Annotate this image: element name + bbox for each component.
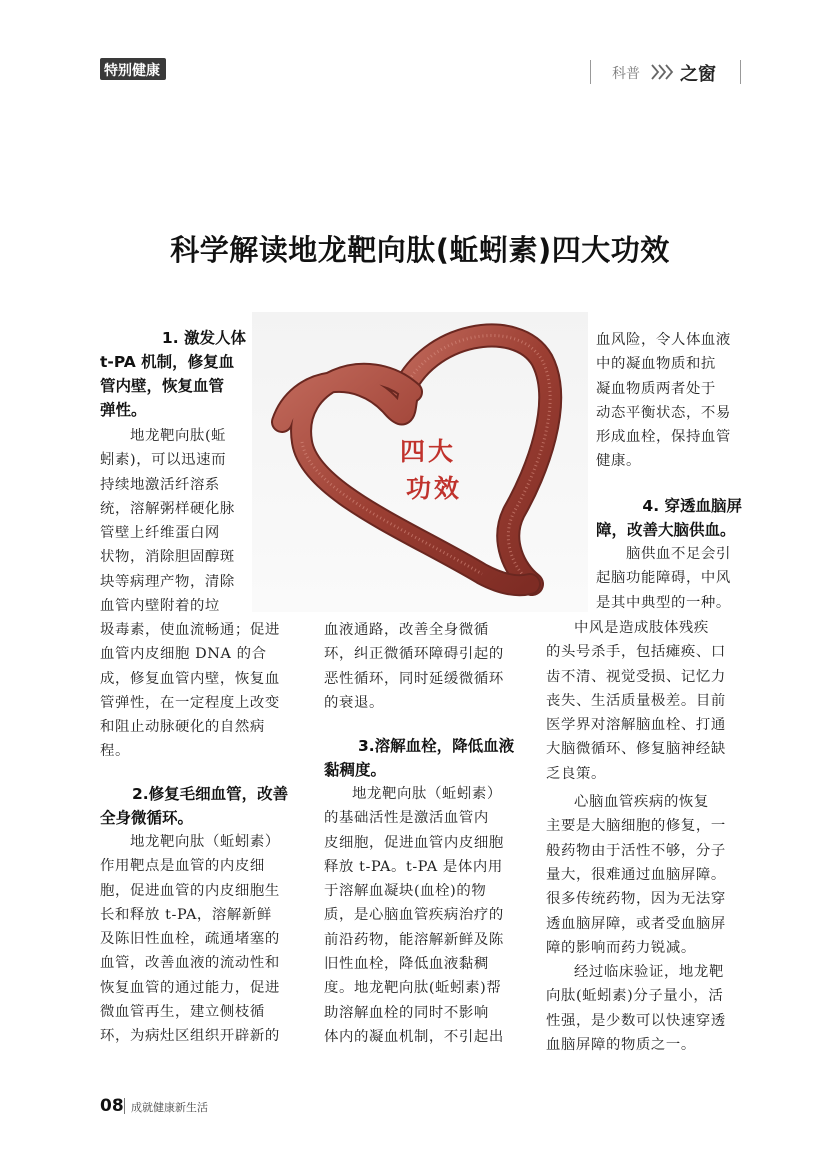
text-line: 心脑血管疾病的恢复 [574,794,709,811]
text-line: 性强，是少数可以快速穿透 [546,1012,726,1029]
text-line: 作用靶点是血管的内皮细 [100,858,265,875]
text-line: 是其中典型的一种。 [596,594,731,611]
text-line: 恢复血管的通过能力，促进 [100,979,280,996]
text-line: 程。 [100,743,130,760]
section-header [580,60,745,85]
section-3-heading [324,734,524,782]
heading-line: 2.修复毛细血管，改善 [132,785,289,803]
divider [124,1098,125,1114]
section-3-continued [596,328,742,474]
text-line: 向肽(蚯蚓素)分子量小，活 [546,988,724,1005]
earthworm-heart-image [252,312,588,612]
text-line: 长和释放 t-PA，溶解新鲜 [100,906,272,923]
text-line: 形成血栓，保持血管 [596,429,731,446]
text-line: 主要是大脑细胞的修复，一 [546,818,726,835]
section-1-body-wide [100,618,300,764]
text-line: 体内的凝血机制，不引起出 [324,1028,504,1045]
text-line: 乏良策。 [546,765,606,782]
text-line: 中的凝血物质和抗 [596,356,716,373]
heading-line: 3.溶解血栓，降低血液 [358,737,515,755]
text-line: 于溶解血凝块(血栓)的物 [324,883,487,900]
section-2-body [100,830,300,1049]
text-line: 度。地龙靶向肽(蚯蚓素)帮 [324,980,502,997]
text-line: 助溶解血栓的同时不影响 [324,1004,489,1021]
section-2-continued [324,618,524,715]
heading-line: 黏稠度。 [324,761,387,779]
text-line: 环，为病灶区组织开辟新的 [100,1028,280,1045]
heading-line: 障，改善大脑供血。 [596,521,736,539]
text-line: 蚓素)，可以迅速而 [100,452,227,469]
section-label-window: 之窗 [680,64,716,85]
text-line: 血液通路，改善全身微循 [324,622,489,638]
text-line: 持续地激活纤溶系 [100,476,220,493]
text-line: 地龙靶向肽（蚯蚓素） [352,786,502,802]
divider [740,60,741,84]
text-line: 脑供血不足会引 [626,546,731,562]
text-line: 胞，促进血管的内皮细胞生 [100,882,280,899]
section-4-heading [596,494,742,542]
chevron-right-icon [650,61,678,83]
heading-line: 1. 激发人体 [161,329,246,347]
text-line: 质，是心脑血管疾病治疗的 [324,907,504,924]
text-line: 凝血物质两者处于 [596,380,716,397]
text-line: 丧失、生活质量极差。目前 [546,692,726,709]
text-line: 障的影响而药力锐减。 [546,939,696,956]
section-2-heading [100,782,300,830]
text-line: 般药物由于活性不够，分子 [546,842,726,859]
article-title: 科学解读地龙靶向肽(蚯蚓素)四大功效 [170,233,670,267]
text-line: 管壁上纤维蛋白网 [100,525,220,542]
text-line: 恶性循环，同时延缓微循环 [324,670,504,687]
text-line: 透血脑屏障，或者受血脑屏 [546,915,726,932]
text-line: 管弹性，在一定程度上改变 [100,694,280,711]
text-line: 释放 t-PA。t-PA 是体内用 [324,858,503,875]
text-line: 地龙靶向肽(蚯 [130,428,227,444]
heading-line: 管内壁，恢复血管 [100,377,225,395]
text-line: 前沿药物，能溶解新鲜及陈 [324,931,504,948]
section-1-body-narrow [100,424,246,618]
text-line: 旧性血栓，降低血液黏稠 [324,956,489,973]
heading-line: t-PA 机制，修复血 [100,353,235,371]
text-line: 中风是造成肢体残疾 [574,620,709,636]
text-line: 皮细胞，促进血管内皮细胞 [324,834,504,851]
text-line: 圾毒素，使血流畅通；促进 [100,622,280,638]
heading-line: 弹性。 [100,401,147,419]
text-line: 血脑屏障的物质之一。 [546,1037,696,1054]
text-line: 状物，消除胆固醇斑 [100,549,235,566]
text-line: 及陈旧性血栓，疏通堵塞的 [100,931,280,948]
text-line: 动态平衡状态，不易 [596,404,731,421]
divider [590,60,591,84]
text-line: 的头号杀手，包括瘫痪、口 [546,644,726,661]
text-line: 医学界对溶解脑血栓、打通 [546,717,726,734]
text-line: 经过临床验证，地龙靶 [574,964,724,981]
text-line: 的基础活性是激活血管内 [324,810,489,827]
text-line: 统，溶解粥样硬化脉 [100,500,235,517]
section-3-body [324,782,524,1049]
text-line: 和阻止动脉硬化的自然病 [100,719,265,736]
text-line: 块等病理产物，清除 [100,573,235,590]
text-line: 起脑功能障碍，中风 [596,570,731,587]
text-line: 血风险，令人体血液 [596,332,731,348]
text-line: 健康。 [596,453,641,470]
text-line: 齿不清、视觉受损、记忆力 [546,668,726,685]
text-line: 环，纠正微循环障碍引起的 [324,646,504,663]
heading-line: 4. 穿透血脑屏 [642,497,742,515]
text-line: 成，修复血管内壁，恢复血 [100,670,280,687]
brand-logo [100,58,166,80]
text-line: 血管内壁附着的垃 [100,598,220,615]
section-4-body-wide [546,616,742,1057]
page-number: 08 [100,1096,124,1116]
heading-line: 全身微循环。 [100,809,194,827]
text-line: 血管，改善血液的流动性和 [100,955,280,972]
text-line: 地龙靶向肽（蚯蚓素） [130,834,280,850]
text-line: 大脑微循环、修复脑神经缺 [546,741,726,758]
section-1-heading [100,326,246,422]
image-label-line2: 功效 [406,474,463,503]
text-line: 血管内皮细胞 DNA 的合 [100,646,267,663]
text-line: 的衰退。 [324,694,384,711]
text-line: 很多传统药物，因为无法穿 [546,891,726,908]
image-label-line1: 四大 [400,437,457,466]
footer-tagline: 成就健康新生活 [131,1101,208,1114]
text-line: 微血管再生，建立侧枝循 [100,1004,265,1021]
section-4-body-narrow [596,542,742,615]
text-line: 量大，很难通过血脑屏障。 [546,866,726,883]
section-label-kepu: 科普 [612,66,640,82]
brand-logo-text: 特别健康 [104,63,160,79]
